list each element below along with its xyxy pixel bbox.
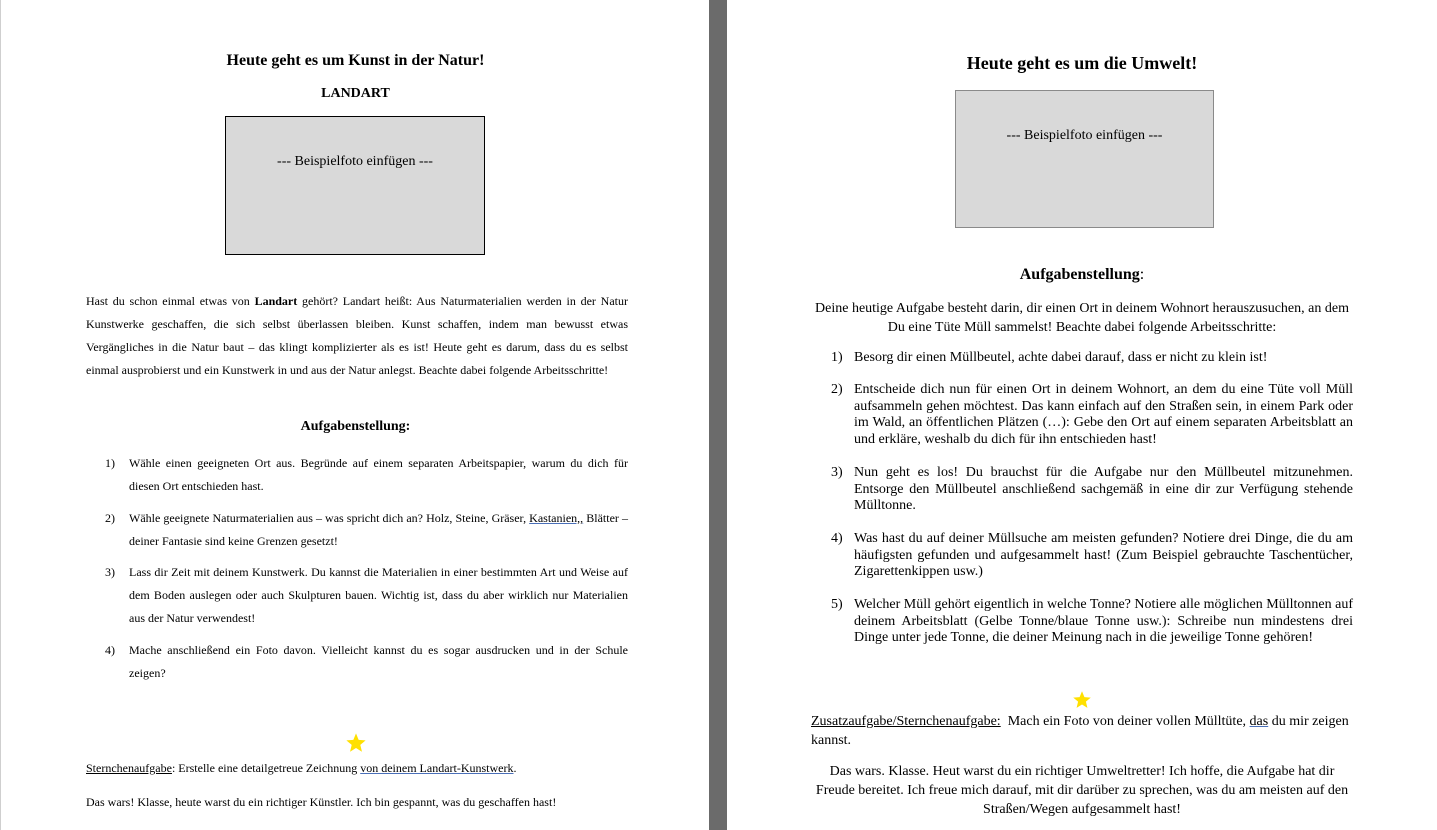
photo-placeholder-label: --- Beispielfoto einfügen --- <box>1006 128 1163 143</box>
list-text-part: Wähle geeignete Naturmaterialien aus – was spricht dich an? Holz, Steine, Gräser, <box>129 511 530 525</box>
list-number: 4) <box>831 531 843 546</box>
extra-task-text-end: du mir zeigen kannst. <box>811 714 1349 748</box>
list-text <box>129 507 628 553</box>
list-text: Welcher Müll gehört eigentlich in welche Tonne? Notiere alle möglichen Mülltonnen auf deinem Arbeitsblatt (Gelbe Tonne/blaue Tonne usw.): Schreibe nun mindestens drei Dinge unter jede Tonne, die deiner Meinung nach in die jeweilige Tonne gehören! <box>854 597 1353 645</box>
photo-placeholder <box>225 116 485 255</box>
list-number: 1) <box>105 456 115 470</box>
photo-placeholder-label: --- Beispielfoto einfügen --- <box>277 154 433 169</box>
extra-task <box>86 758 646 778</box>
page-title: Heute geht es um Kunst in der Natur! <box>226 52 485 69</box>
list-item <box>831 350 1353 367</box>
list-text: Was hast du auf deiner Müllsuche am meisten gefunden? Notiere drei Dinge, die du am häufigsten gefunden und aufgesammelt hast! (Zum Beispiel gebrauchte Taschentücher, Zigarettenkippen usw.) <box>854 531 1353 579</box>
page-subtitle: LANDART <box>321 86 390 101</box>
photo-placeholder <box>955 90 1214 228</box>
task-heading <box>727 266 1437 284</box>
list-number: 4) <box>105 643 115 657</box>
extra-task-text: : Erstelle eine detailgetreue Zeichnung <box>171 761 361 775</box>
list-text: Lass dir Zeit mit deinem Kunstwerk. Du kannst die Materialien in einer bestimmten Art und Weise auf dem Boden auslegen oder auch Skulpturen bauen. Wichtig ist, dass du aber wirklich nur Materialien aus der Natur verwendest! <box>129 565 628 625</box>
list-item <box>831 531 1353 581</box>
extra-task-label: Zusatzaufgabe/Sternchenaufgabe: <box>811 714 1001 729</box>
task-heading: Aufgabenstellung: <box>300 419 411 434</box>
list-number: 5) <box>831 597 843 612</box>
page-divider <box>709 0 727 830</box>
list-number: 2) <box>831 382 843 397</box>
extra-task-label: Sternchenaufgabe <box>86 761 172 775</box>
extra-task-text-end: . <box>513 761 517 775</box>
intro-paragraph <box>86 290 628 382</box>
intro-text: Hast du schon einmal etwas von <box>86 294 255 308</box>
list-text-part: Blätter – deiner Fantasie sind keine Grenzen gesetzt! <box>129 511 629 548</box>
task-heading-text: Aufgabenstellung <box>1019 266 1140 283</box>
closing-text: Das wars. Klasse. Heut warst du ein richtiger Umweltretter! Ich hoffe, die Aufgabe hat dir Freude bereitet. Ich freue mich darauf, mit dir darüber zu sprechen, was du am meisten auf den Straßen/Wegen aufgesammelt hast! <box>815 764 1349 817</box>
extra-task-text: Mach ein Foto von deiner vollen Mülltüte, <box>1000 714 1250 729</box>
list-number: 3) <box>831 465 843 480</box>
list-text: Entscheide dich nun für einen Ort in deinem Wohnort, an dem du eine Tüte voll Müll aufsammeln gehen möchtest. Das kann einfach auf den Straßen sein, in einem Park oder im Wald, an öffentlichen Plätzen (…): Gebe den Ort auf einem separaten Arbeitsblatt an und erkläre, weshalb du dich für ihn entschieden hast! <box>854 382 1353 447</box>
list-number: 3) <box>105 565 115 579</box>
spellcheck-underlined-phrase[interactable]: von deinem Landart-Kunstwerk <box>360 761 514 775</box>
list-item <box>831 465 1353 515</box>
list-text: Wähle einen geeigneten Ort aus. Begründe auf einem separaten Arbeitspapier, warum du dich für diesen Ort entschieden hast. <box>129 456 628 493</box>
star-icon <box>1072 690 1092 710</box>
spellcheck-underlined-word[interactable]: das <box>1249 714 1269 729</box>
left-document-page <box>0 0 709 830</box>
list-text: Besorg dir einen Müllbeutel, achte dabei darauf, dass er nicht zu klein ist! <box>854 350 1268 365</box>
list-number: 2) <box>105 511 115 525</box>
list-number: 1) <box>831 350 843 365</box>
page-title: Heute geht es um die Umwelt! <box>966 53 1198 73</box>
list-item <box>105 639 628 685</box>
list-text: Nun geht es los! Du brauchst für die Aufgabe nur den Müllbeutel mitzunehmen. Entsorge den Müllbeutel anschließend sachgemäß in eine dir zur Verfügung stehende Mülltonne. <box>854 465 1353 513</box>
list-item <box>105 452 628 498</box>
list-item <box>831 597 1353 647</box>
task-heading-colon: : <box>1139 266 1145 283</box>
spellcheck-underlined-word[interactable]: Kastanien,, <box>529 511 584 525</box>
list-text: Mache anschließend ein Foto davon. Vielleicht kannst du es sogar ausdrucken und in der Schule zeigen? <box>129 643 628 680</box>
star-icon <box>345 732 367 754</box>
list-item <box>105 507 628 553</box>
intro-text-rest: gehört? Landart heißt: Aus Naturmaterialien werden in der Natur Kunstwerke geschaffen, die sich selbst überlassen bleiben. Kunst schaffen, indem man bewusst etwas Vergängliches in die Natur baut – das klingt komplizierter als es ist! Heute geht es darum, dass du es selbst einmal ausprobierst und ein Kunstwerk in und aus der Natur anlegst. Beachte dabei folgende Arbeitsschritte! <box>86 294 629 377</box>
closing-text: Das wars! Klasse, heute warst du ein richtiger Künstler. Ich bin gespannt, was du geschaffen hast! <box>86 795 557 809</box>
list-item <box>831 382 1353 448</box>
intro-bold-term: Landart <box>254 294 298 308</box>
right-document-page <box>727 0 1437 830</box>
intro-paragraph: Deine heutige Aufgabe besteht darin, dir einen Ort in deinem Wohnort herauszusuchen, an dem Du eine Tüte Müll sammelst! Beachte dabei folgende Arbeitsschritte: <box>815 301 1349 335</box>
list-item <box>105 561 628 630</box>
extra-task <box>811 712 1353 750</box>
